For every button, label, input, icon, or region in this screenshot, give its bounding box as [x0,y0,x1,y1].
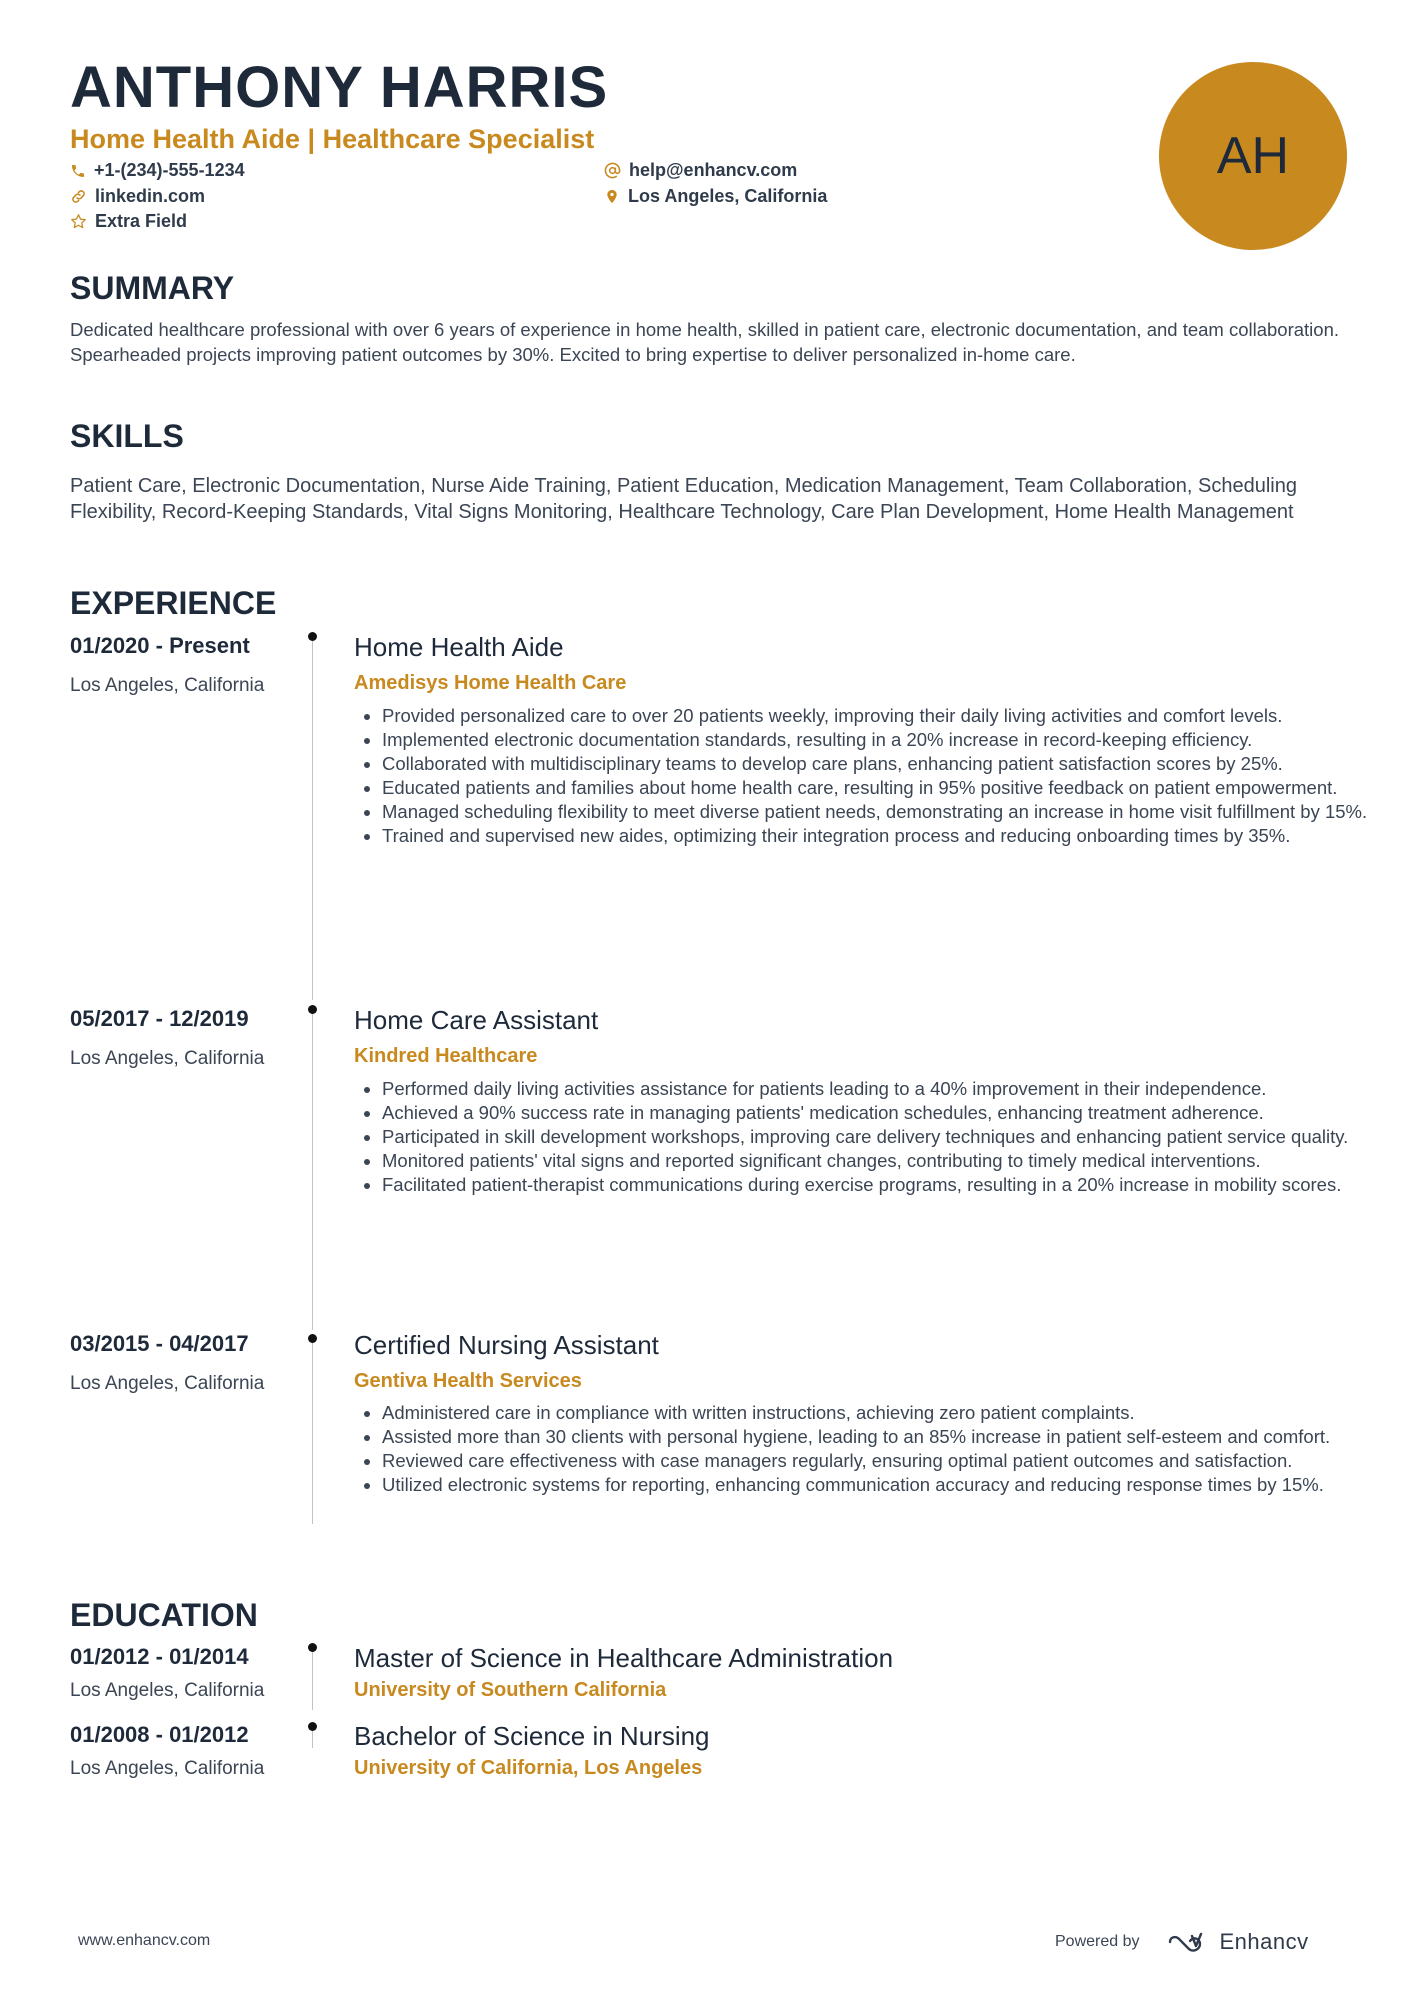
education-date: 01/2012 - 01/2014 [70,1644,249,1669]
bullet-item: • Managed scheduling flexibility to meet diverse patient needs, demonstrating an increase in home visit fulfillment by 15%. [382,800,1372,824]
footer-website-link[interactable]: www.enhancv.com [78,1932,211,1949]
avatar-initials: AH [1216,127,1290,185]
experience-date: 01/2020 - Present [70,633,250,658]
bullet-item: • Assisted more than 30 clients with personal hygiene, leading to an 85% increase in patient self-esteem and comfort. [382,1425,1372,1449]
timeline-line [312,640,313,1000]
experience-bullets [354,1077,1372,1197]
timeline-dot [308,1722,317,1731]
contact-email[interactable] [604,160,797,181]
enhancv-logo-icon [1166,1930,1214,1954]
timeline-line [312,1342,313,1524]
experience-company: Gentiva Health Services [354,1370,582,1392]
extra-text: Extra Field [95,211,188,231]
education-school: University of Southern California [354,1679,667,1701]
experience-role: Home Health Aide [354,632,564,662]
experience-location: Los Angeles, California [70,1048,265,1069]
phone-text: +1-(234)-555-1234 [94,160,245,180]
timeline-dot [308,1005,317,1014]
education-heading: EDUCATION [70,1597,258,1633]
bullet-item: • Achieved a 90% success rate in managing patients' medication schedules, enhancing treatment adherence. [382,1101,1372,1125]
candidate-name: ANTHONY HARRIS [70,55,609,120]
email-text: help@enhancv.com [629,160,798,180]
timeline-line [312,1730,313,1748]
contact-linkedin[interactable] [70,186,205,207]
bullet-item: • Trained and supervised new aides, optimizing their integration process and reducing onboarding times by 35%. [382,824,1372,848]
timeline-line [312,1650,313,1710]
at-icon [604,162,621,179]
experience-date: 05/2017 - 12/2019 [70,1006,249,1031]
timeline-dot [308,1334,317,1343]
bullet-item: • Collaborated with multidisciplinary teams to develop care plans, enhancing patient satisfaction scores by 25%. [382,752,1372,776]
linkedin-text: linkedin.com [95,186,206,206]
timeline-line [312,1012,313,1330]
bullet-item: • Utilized electronic systems for reporting, enhancing communication accuracy and reducing response times by 15%. [382,1473,1372,1497]
contact-location [604,186,827,207]
avatar [1159,62,1347,250]
education-date: 01/2008 - 01/2012 [70,1722,249,1747]
timeline-dot [308,632,317,641]
bullet-item: • Participated in skill development workshops, improving care delivery techniques and enhancing patient service quality. [382,1125,1372,1149]
bullet-item: • Provided personalized care to over 20 patients weekly, improving their daily living activities and comfort levels. [382,704,1372,728]
experience-role: Home Care Assistant [354,1005,599,1035]
contact-phone[interactable] [70,160,245,181]
experience-bullets [354,704,1372,848]
bullet-item: • Performed daily living activities assistance for patients leading to a 40% improvement in their independence. [382,1077,1372,1101]
skills-heading: SKILLS [70,418,184,454]
timeline-dot [308,1643,317,1652]
bullet-item: • Reviewed care effectiveness with case managers regularly, ensuring optimal patient outcomes and satisfaction. [382,1449,1372,1473]
education-degree: Master of Science in Healthcare Administration [354,1643,894,1673]
link-icon [70,188,87,205]
experience-bullets [354,1401,1372,1497]
education-degree: Bachelor of Science in Nursing [354,1721,710,1751]
contact-extra [70,211,187,232]
bullet-item: • Educated patients and families about home health care, resulting in 95% positive feedback on patient empowerment. [382,776,1372,800]
location-text: Los Angeles, California [628,186,828,206]
bullet-item: • Administered care in compliance with written instructions, achieving zero patient complaints. [382,1401,1372,1425]
education-location: Los Angeles, California [70,1758,265,1779]
brand-name: Enhancv [1219,1929,1309,1954]
education-school: University of California, Los Angeles [354,1757,703,1779]
education-location: Los Angeles, California [70,1680,265,1701]
experience-date: 03/2015 - 04/2017 [70,1331,249,1356]
powered-by-text: Powered by [1055,1933,1140,1950]
footer-branding[interactable] [1055,1929,1309,1955]
candidate-title: Home Health Aide | Healthcare Specialist [70,124,595,154]
bullet-item: • Monitored patients' vital signs and reported significant changes, contributing to timely medical interventions. [382,1149,1372,1173]
experience-location: Los Angeles, California [70,1373,265,1394]
experience-role: Certified Nursing Assistant [354,1330,659,1360]
summary-heading: SUMMARY [70,270,235,306]
skills-text: Patient Care, Electronic Documentation, Nurse Aide Training, Patient Education, Medication Management, Team Collaboration, Scheduling Flexibility, Record-Keeping Standards, Vital Signs Monitoring, Healthcare Technology, Care Plan Development, Home Health Management [70,475,1297,523]
experience-location: Los Angeles, California [70,675,265,696]
phone-icon [70,163,86,179]
experience-company: Amedisys Home Health Care [354,672,627,694]
summary-text: Dedicated healthcare professional with over 6 years of experience in home health, skilled in patient care, electronic documentation, and team collaboration. Spearheaded projects improving patient outcomes by 30%. Excited to bring expertise to deliver personalized in-home care. [70,319,1340,365]
experience-heading: EXPERIENCE [70,585,277,621]
experience-company: Kindred Healthcare [354,1045,538,1067]
bullet-item: • Facilitated patient-therapist communications during exercise programs, resulting in a 20% increase in mobility scores. [382,1173,1372,1197]
bullet-item: • Implemented electronic documentation standards, resulting in a 20% increase in record-keeping efficiency. [382,728,1372,752]
star-icon [70,213,87,230]
location-pin-icon [604,188,620,205]
